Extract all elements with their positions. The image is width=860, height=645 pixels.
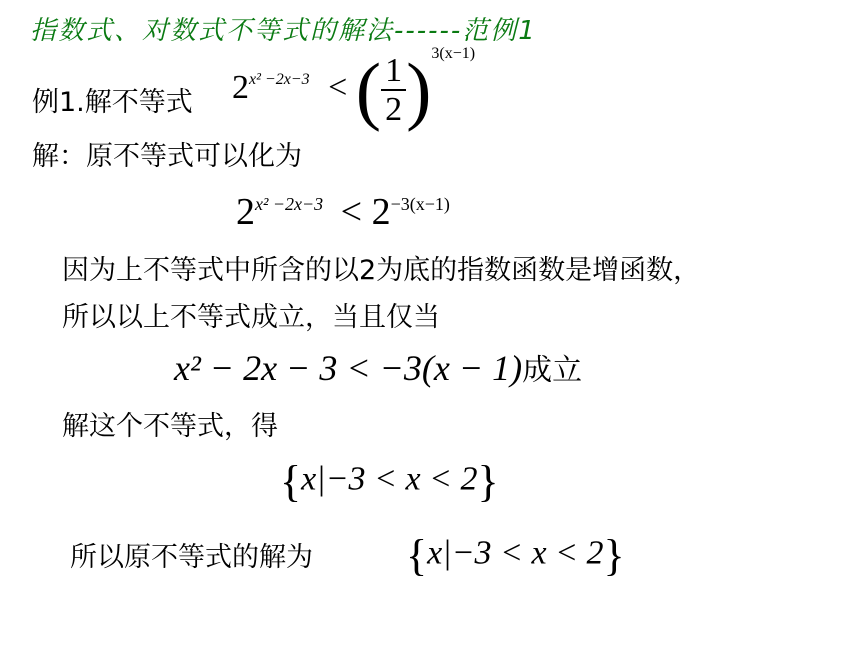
example-label: 例1.解不等式	[32, 87, 193, 118]
step2-inequality	[174, 345, 582, 389]
step1-lhs-base: 2	[236, 191, 255, 233]
left-paren: (	[355, 48, 382, 133]
example-rhs-exponent: 3(x−1)	[431, 45, 476, 63]
example-lhs-exponent: x² −2x−3	[249, 71, 310, 89]
final-label: 所以原不等式的解为	[70, 542, 313, 573]
solution-set-content: x|−3 < x < 2	[301, 460, 478, 498]
right-brace: }	[477, 457, 499, 506]
solution-label: 解：原不等式可以化为	[32, 141, 302, 172]
slide-title: 指数式、对数式不等式的解法------范例1	[30, 16, 537, 46]
step1-rhs-exponent: −3(x−1)	[390, 194, 450, 214]
final-right-brace: }	[603, 531, 625, 580]
solution-set	[280, 456, 499, 507]
step2-suffix: 成立	[522, 353, 583, 388]
final-set	[406, 530, 625, 581]
step1-less-than: <	[340, 191, 363, 233]
example-less-than: <	[328, 69, 348, 107]
fraction-numerator: 1	[381, 52, 406, 91]
example-lhs-base: 2	[232, 69, 249, 107]
reason-line-2: 所以以上不等式成立，当且仅当	[62, 302, 440, 333]
fraction-denominator: 2	[385, 91, 403, 129]
reason-line-1: 因为上不等式中所含的以2为底的指数函数是增函数，	[62, 255, 701, 286]
step1-rhs-base: 2	[371, 191, 391, 233]
final-set-content: x|−3 < x < 2	[427, 534, 604, 572]
half-fraction	[381, 52, 406, 129]
step2-expression: x² − 2x − 3 < −3(x − 1)	[174, 348, 523, 388]
solve-text: 解这个不等式，得	[62, 411, 278, 442]
step1-lhs-exponent: x² −2x−3	[255, 194, 324, 214]
left-brace: {	[280, 457, 302, 506]
right-paren: )	[406, 48, 432, 133]
final-left-brace: {	[406, 531, 428, 580]
step1-inequality	[236, 190, 450, 234]
example-inequality	[232, 45, 476, 133]
